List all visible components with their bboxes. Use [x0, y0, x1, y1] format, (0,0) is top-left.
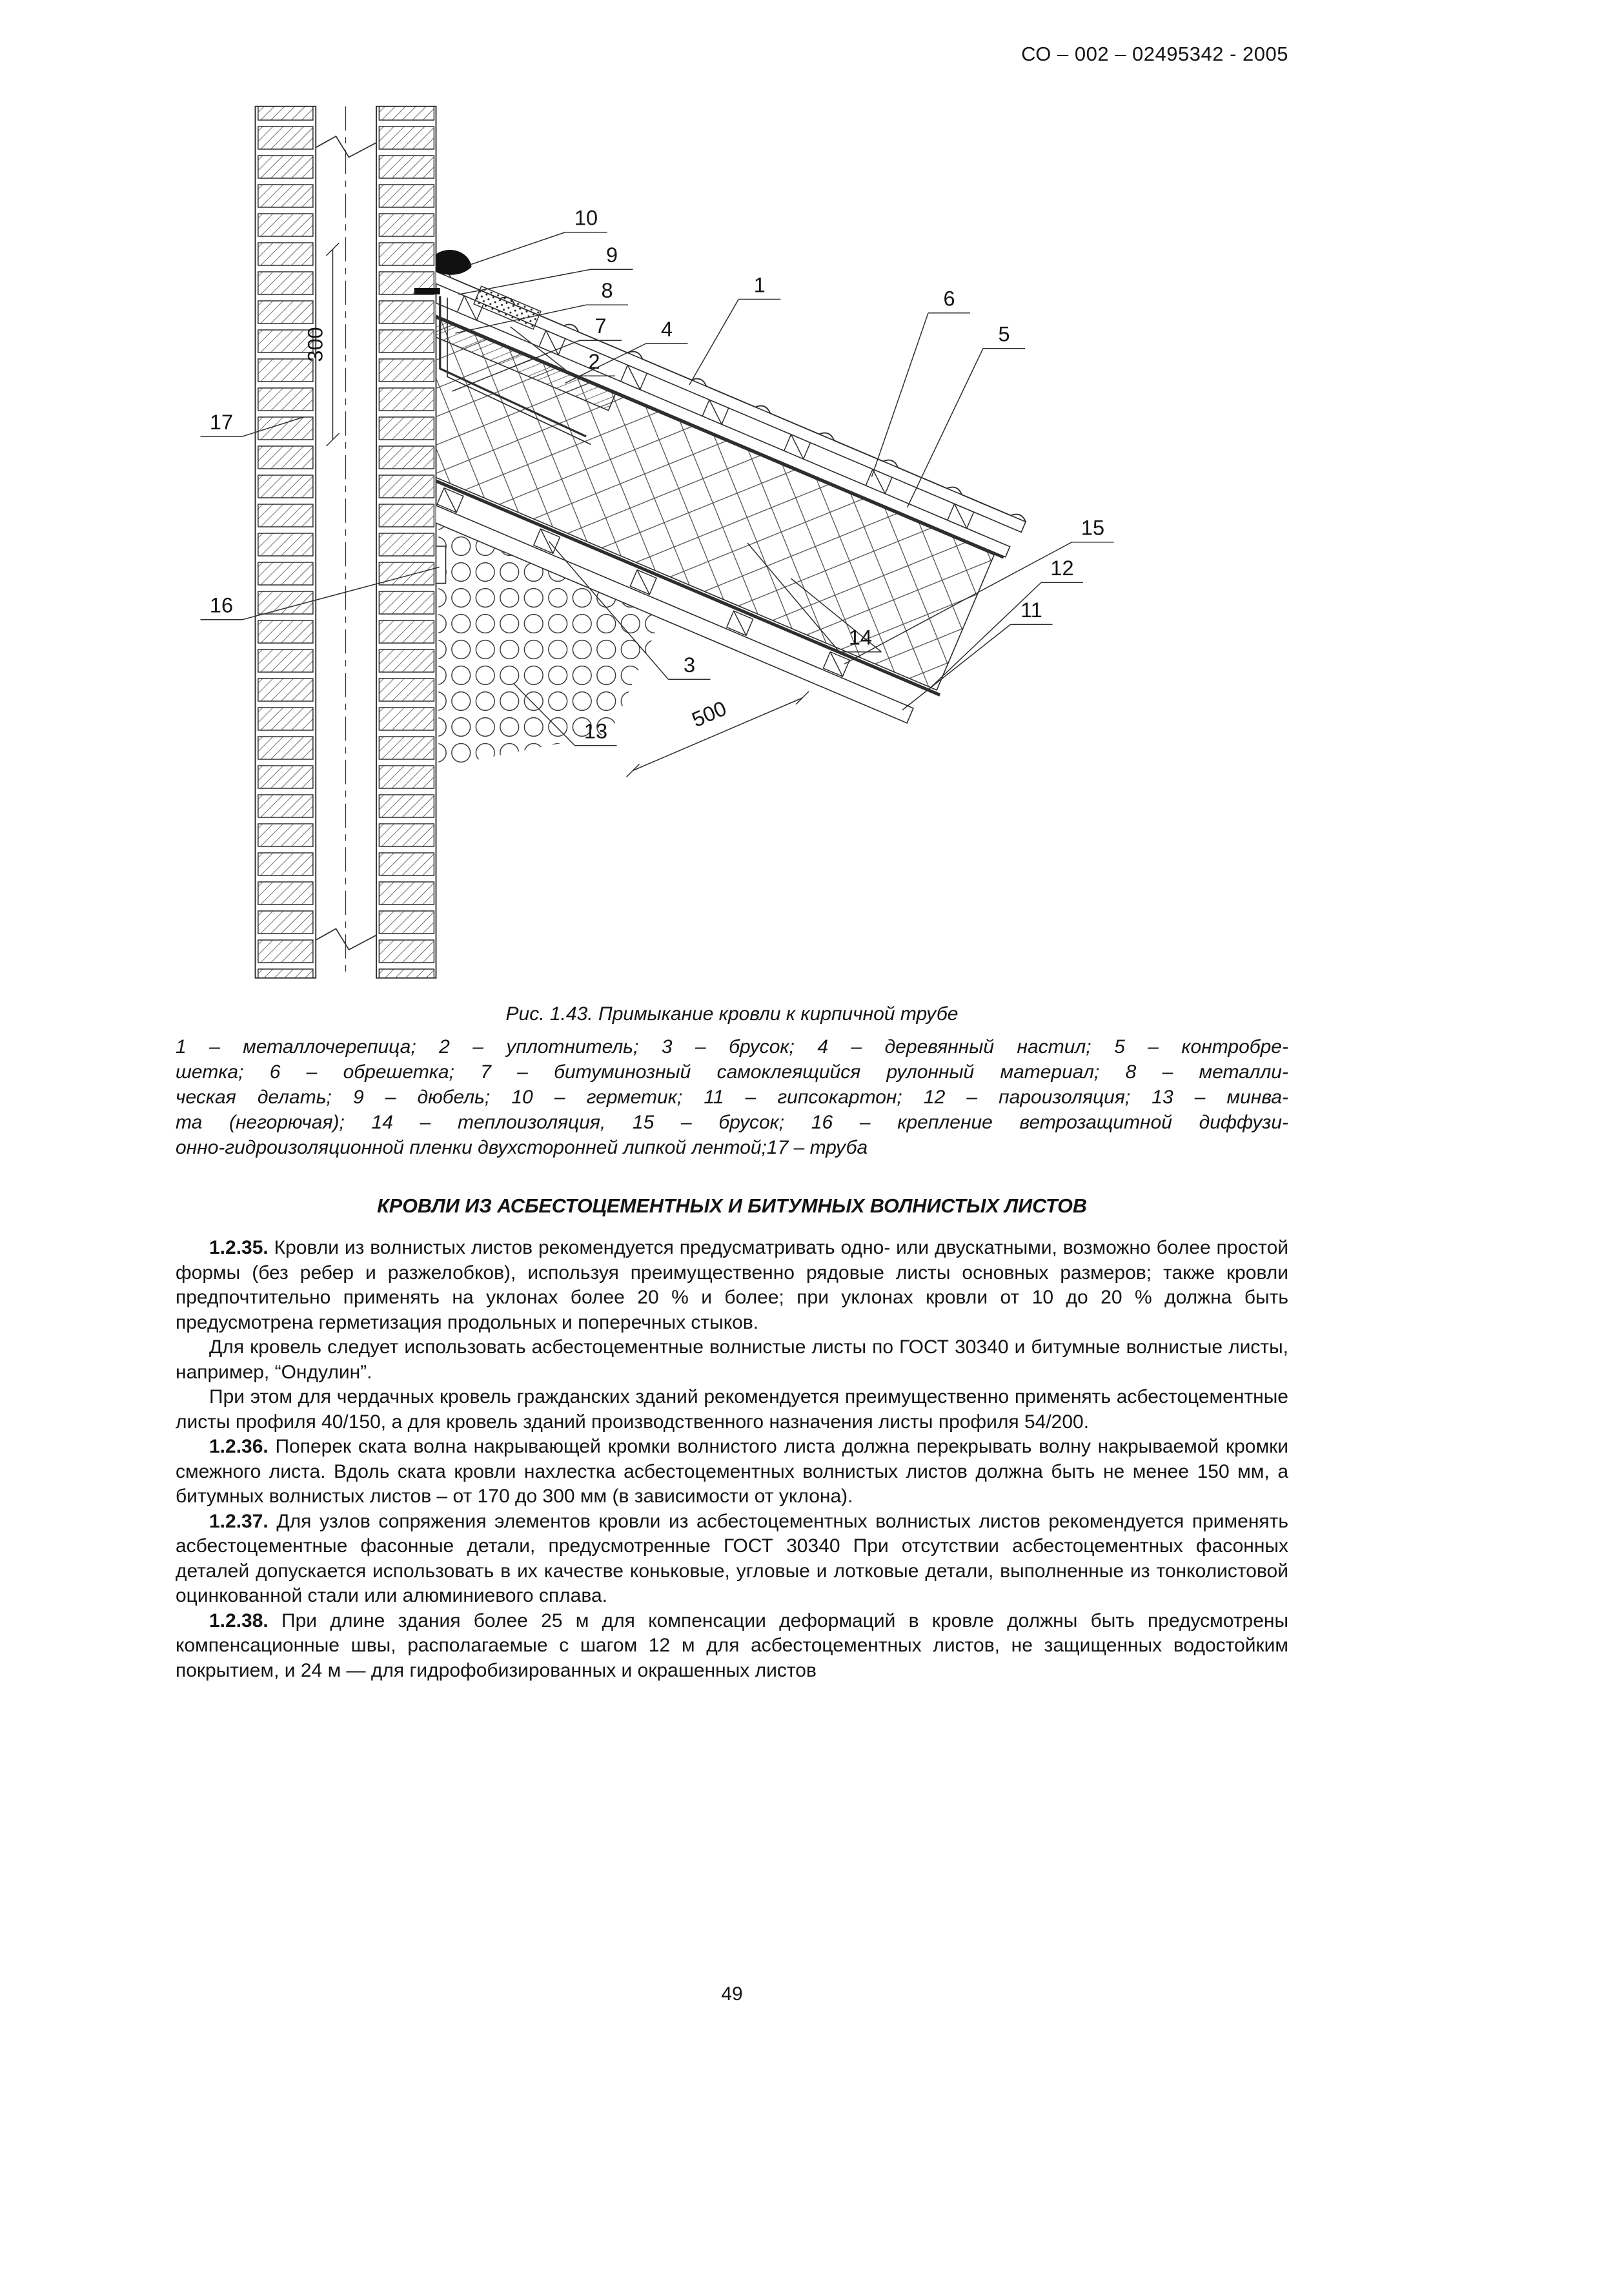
brick-column-right: [376, 107, 436, 978]
callout-6: [872, 287, 971, 477]
svg-text:14: 14: [848, 626, 873, 649]
dimension-300-label: 300: [303, 327, 327, 362]
svg-text:11: 11: [1020, 598, 1042, 622]
dowel: [414, 288, 440, 294]
section-heading: КРОВЛИ ИЗ АСБЕСТОЦЕМЕНТНЫХ И БИТУМНЫХ ВОЛНИСТЫХ ЛИСТОВ: [377, 1195, 1087, 1217]
paragraph: [176, 1335, 1288, 1385]
svg-text:10: 10: [574, 206, 598, 230]
paragraph-1-2-37: [176, 1509, 1288, 1609]
clause-number: 1.2.38.: [209, 1610, 282, 1631]
clause-number: 1.2.37.: [209, 1510, 277, 1532]
clause-number: 1.2.36.: [209, 1436, 276, 1457]
svg-text:17: 17: [209, 410, 234, 434]
paragraph: [176, 1385, 1288, 1435]
paragraph-1-2-35: [176, 1236, 1288, 1335]
svg-text:16: 16: [209, 593, 234, 617]
callout-1: [689, 273, 780, 385]
brick-wall: [256, 107, 436, 978]
svg-text:12: 12: [1050, 557, 1074, 580]
paragraph-1-2-38: [176, 1609, 1288, 1684]
body-text: [176, 1236, 1288, 1683]
page-number: 49: [721, 1983, 743, 2005]
dimension-500: [627, 691, 809, 777]
svg-text:5: 5: [998, 322, 1010, 346]
svg-text:2: 2: [588, 350, 600, 373]
film-fastening: [436, 546, 446, 584]
svg-text:1: 1: [753, 273, 766, 297]
legend-line: та (негорючая); 14 – теплоизоляция, 15 – брусок; 16 – крепление ветрозащитной диффузи-: [176, 1112, 1288, 1133]
legend-line: шетка; 6 – обрешетка; 7 – битуминозный самоклеящийся рулонный материал; 8 – металли-: [176, 1061, 1288, 1083]
svg-text:8: 8: [601, 279, 613, 302]
clause-text: Кровли из волнистых листов рекомендуется предусматривать одно- или двускатными, возможно более простой формы (без ребер и разжелобков), используя преимущественно рядовые листы основных размеров; также кровли предпочтительно применять на уклонах более 20 % и более; при уклонах кровли от 10 до 20 % должна быть предусмотрена герметизация продольных и поперечных стыков.: [176, 1237, 1289, 1333]
figure-caption: Рис. 1.43. Примыкание кровли к кирпичной трубе: [505, 1003, 959, 1025]
clause-text: Для кровель следует использовать асбестоцементные волнистые листы по ГОСТ 30340 и битумные волнистые листы, например, “Ондулин”.: [176, 1336, 1288, 1383]
callout-10: [469, 207, 607, 266]
clause-text: При длине здания более 25 м для компенсации деформаций в кровле должны быть предусмотрены компенсационные швы, располагаемые с шагом 12 м для асбестоцементных листов, не защищенных водостойким покрытием, и 24 м — для гидрофобизированных и окрашенных листов: [176, 1610, 1289, 1681]
figure-legend: [176, 1034, 1288, 1160]
brick-column-left: [256, 107, 316, 978]
svg-text:7: 7: [594, 314, 607, 338]
svg-text:3: 3: [683, 653, 696, 677]
sealant-blob: [436, 250, 472, 275]
paragraph-1-2-36: [176, 1435, 1288, 1509]
figure-drawing: [134, 94, 1199, 998]
svg-text:6: 6: [943, 287, 955, 311]
dimension-500-label: 500: [688, 696, 730, 732]
legend-line: ческая делать; 9 – дюбель; 10 – герметик; 11 – гипсокартон; 12 – пароизоляция; 13 – минва-: [176, 1087, 1288, 1108]
legend-line: 1 – металлочерепица; 2 – уплотнитель; 3 – брусок; 4 – деревянный настил; 5 – контробре-: [176, 1036, 1288, 1058]
clause-text: Для узлов сопряжения элементов кровли из асбестоцементных волнистых листов рекомендуется применять асбестоцементные фасонные детали, предусмотренные ГОСТ 30340 При отсутствии асбестоцементных фасонных деталей допускается использовать в их качестве коньковые, угловые и лотковые детали, выполненные из тонколистовой оцинкованной стали или алюминиевого сплава.: [176, 1510, 1289, 1606]
svg-text:4: 4: [660, 318, 673, 341]
clause-number: 1.2.35.: [209, 1237, 274, 1258]
document-code: СО – 002 – 02495342 - 2005: [1021, 43, 1288, 65]
svg-text:15: 15: [1081, 516, 1105, 540]
clause-text: При этом для чердачных кровель гражданских зданий рекомендуется преимущественно применять асбестоцементные листы профиля 40/150, а для кровель зданий производственного назначения листы профиля 54/200.: [176, 1386, 1288, 1433]
svg-text:13: 13: [584, 719, 608, 743]
svg-text:9: 9: [605, 243, 618, 267]
clause-text: Поперек ската волна накрывающей кромки волнистого листа должна перекрывать волну накрываемой кромки смежного листа. Вдоль ската кровли нахлестка асбестоцементных волнистых листов должна быть не менее 150 мм, а битумных волнистых листов – от 170 до 300 мм (в зависимости от уклона).: [176, 1436, 1288, 1507]
figure: [134, 94, 1288, 998]
legend-line: онно-гидроизоляционной пленки двухсторонней липкой лентой;17 – труба: [176, 1137, 868, 1158]
